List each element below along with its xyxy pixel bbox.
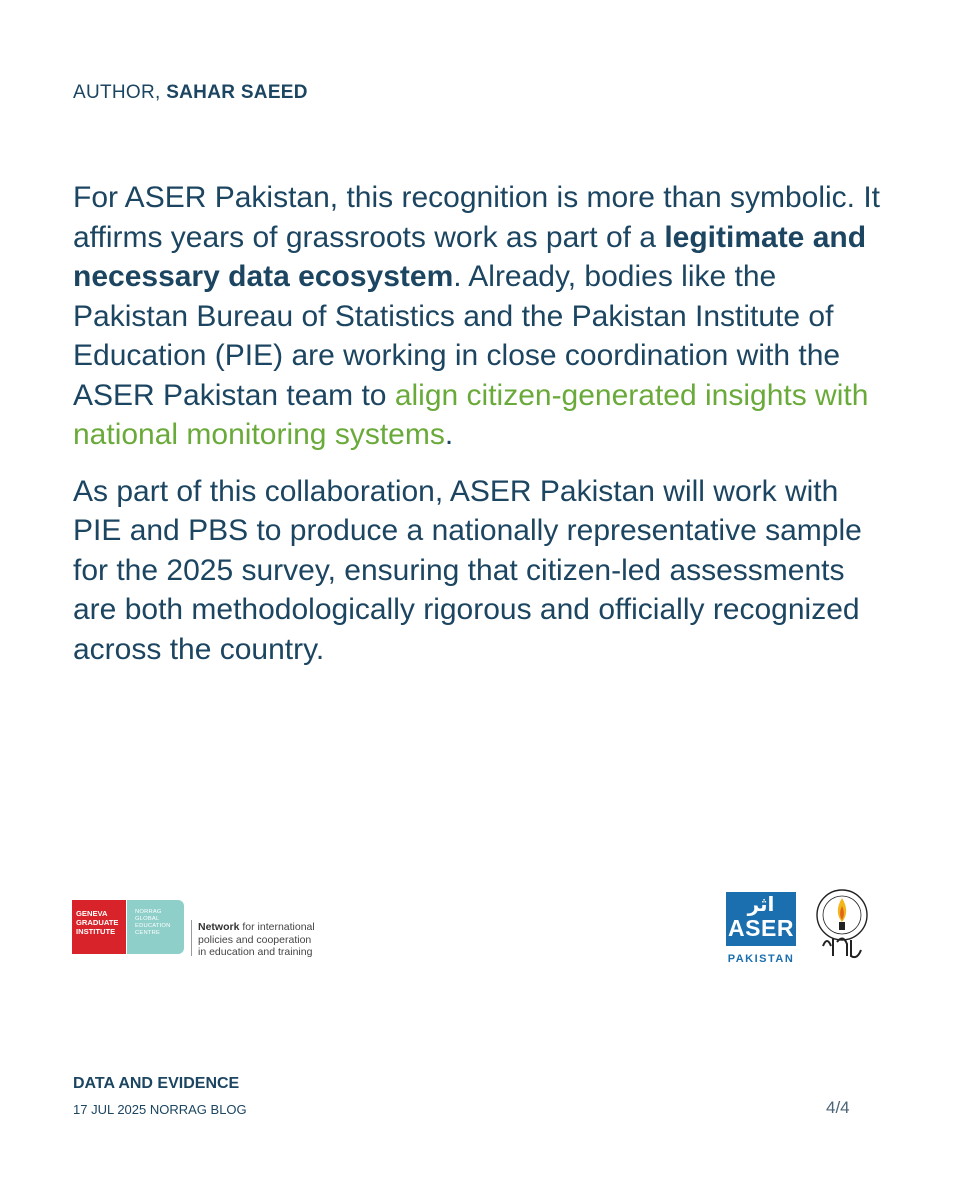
aser-pakistan-logo (726, 892, 796, 946)
author-name: SAHAR SAEED (166, 82, 308, 103)
paragraph-1-highlight: align citizen-generated insights with national monitoring systems (73, 378, 869, 451)
aser-country-label: PAKISTAN (727, 953, 795, 965)
logo-divider (191, 920, 192, 956)
geneva-logo-line: INSTITUTE (76, 927, 116, 936)
norrag-logo-line: EDUCATION (135, 923, 171, 929)
geneva-logo-line: GRADUATE (76, 918, 119, 927)
aser-word: ASER (728, 915, 794, 941)
paragraph-1-bold-phrase: legitimate and necessary data ecosystem (73, 220, 867, 293)
date-source-line: 17 JUL 2025 NORRAG BLOG (73, 1102, 247, 1117)
article-body (73, 178, 893, 686)
geneva-graduate-institute-logo (72, 900, 126, 954)
category-label: DATA AND EVIDENCE (73, 1075, 240, 1092)
norrag-logo (127, 900, 184, 954)
paragraph-1-text-b: . Already, bodies like the Pakistan Bureau of Statistics and the Pakistan Institute of Education (PIE) are working in close coordination with the ASER Pakistan team to (73, 260, 841, 412)
norrag-logo-line: GLOBAL (135, 916, 160, 922)
aser-urdu-text: اثر (747, 894, 775, 916)
network-line: policies and cooperation (198, 933, 312, 946)
page-number: 4/4 (826, 1098, 850, 1117)
network-line: in education and training (198, 946, 313, 958)
geneva-logo-line: GENEVA (76, 909, 108, 918)
network-bold-word: Network (198, 921, 240, 933)
idara-emblem-icon (813, 886, 871, 968)
paragraph-1-text-c: . (444, 418, 454, 451)
norrag-logo-line: CENTRE (135, 930, 161, 936)
norrag-network-tagline (198, 921, 315, 959)
author-prefix: AUTHOR, (73, 82, 167, 103)
paragraph-1-text-a: For ASER Pakistan, this recognition is more than symbolic. It affirms years of grassroots work as part of a (73, 181, 880, 254)
author-line (73, 82, 308, 104)
paragraph-1 (73, 178, 893, 455)
paragraph-2: As part of this collaboration, ASER Pakistan will work with PIE and PBS to produce a nationally representative sample for the 2025 survey, ensuring that citizen-led assessments are both methodologically rigorous and officially recognized across the country. (73, 474, 862, 666)
norrag-logo-line: NORRAG (135, 909, 162, 915)
network-line: for international (239, 921, 315, 933)
